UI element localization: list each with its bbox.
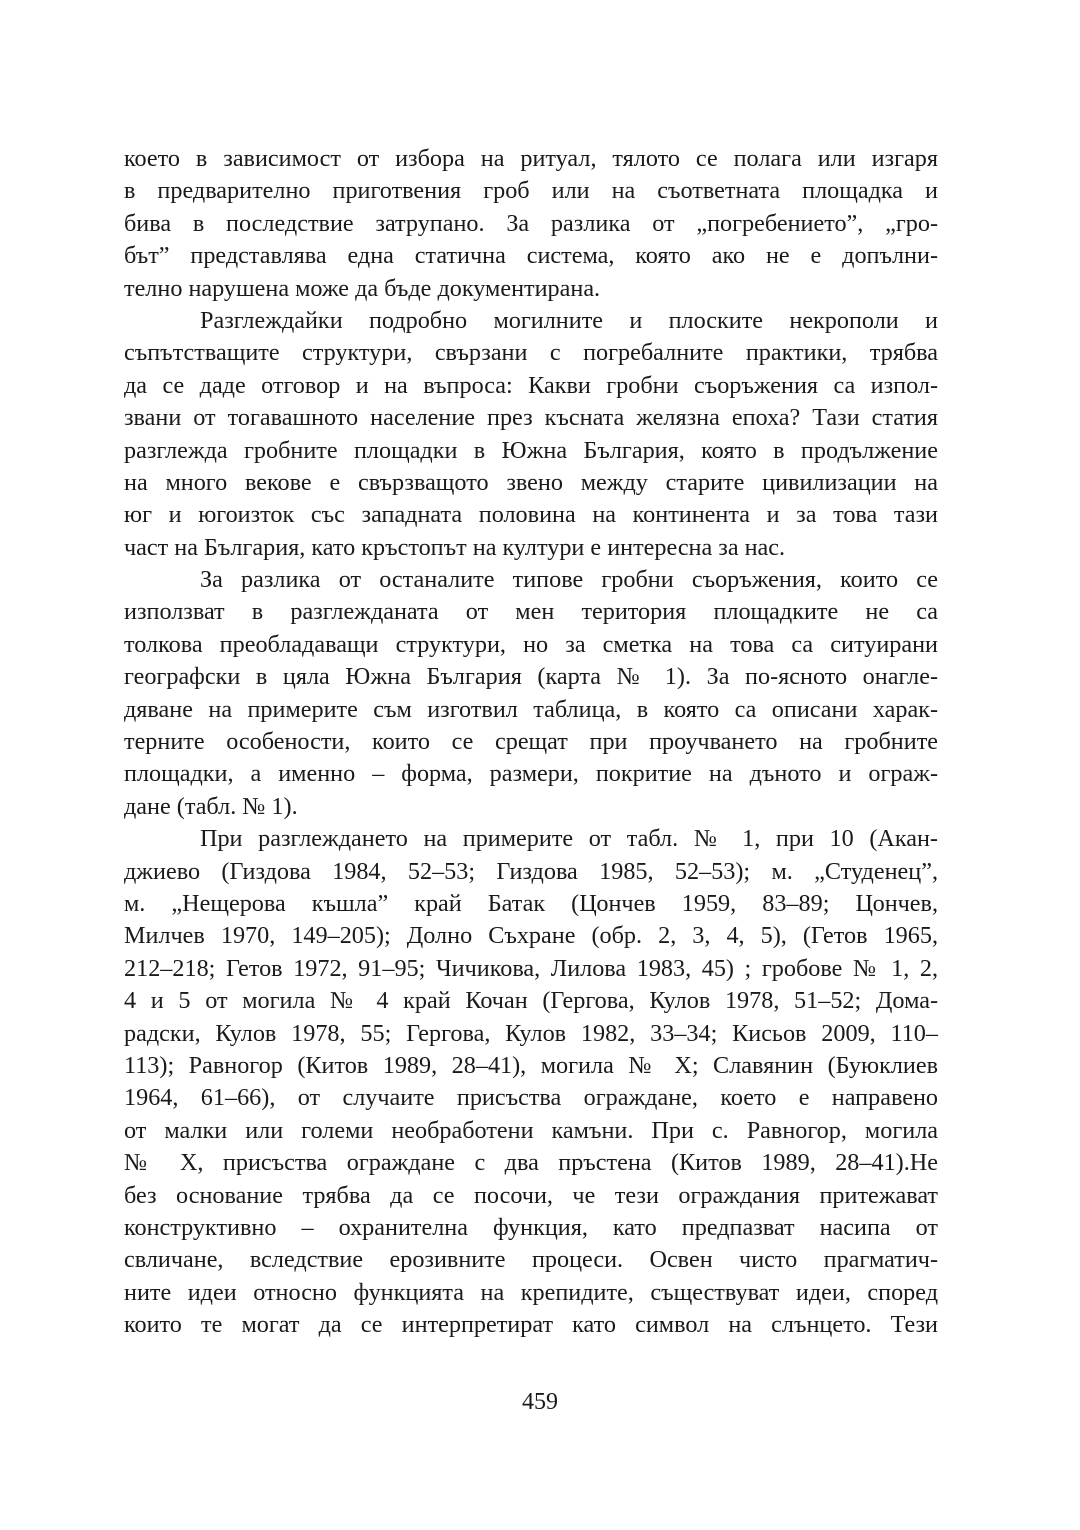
paragraph	[124, 305, 938, 564]
paragraph	[124, 143, 938, 305]
text-line: Разглеждайки подробно могилните и плоските некрополи и	[200, 306, 938, 334]
text-line: юг и югоизток със западната половина на континента и за това тази	[124, 501, 938, 529]
text-line: дяване на примерите съм изготвил таблица, в която са описани харак-	[124, 695, 938, 723]
text-line: на много векове е свързващото звено между старите цивилизации на	[124, 468, 938, 496]
body-text	[124, 143, 938, 1341]
text-line: свличане, вследствие ерозивните процеси. Освен чисто прагматич-	[124, 1246, 938, 1274]
text-line: което в зависимост от избора на ритуал, тялото се полага или изгаря	[124, 145, 938, 172]
text-line: географски в цяла Южна България (карта № 1). За по-ясното онагле-	[124, 663, 938, 691]
text-line: разглежда гробните площадки в Южна България, която в продължение	[124, 436, 938, 464]
text-line: м. „Нещерова къшла” край Батак (Цончев 1959, 83–89; Цончев,	[124, 889, 938, 917]
text-line: в предварително приготвения гроб или на съответната площадка и	[124, 177, 938, 205]
text-line: част на България, като кръстопът на култури е интересна за нас.	[124, 533, 786, 561]
text-line: съпътстващите структури, свързани с погребалните практики, трябва	[124, 339, 938, 367]
text-line: № Х, присъства ограждане с два пръстена (Китов 1989, 28–41).Не	[124, 1149, 938, 1177]
text-line: джиево (Гиздова 1984, 52–53; Гиздова 1985, 52–53); м. „Студенец”,	[124, 857, 938, 885]
text-line: бива в последствие затрупано. За разлика от „погребението”, „гро-	[124, 209, 938, 237]
text-line: площадки, а именно – форма, размери, покритие на дъното и ограж-	[124, 760, 938, 788]
text-line: ните идеи относно функцията на крепидите, съществуват идеи, според	[124, 1278, 938, 1306]
text-line: терните особености, които се срещат при проучването на гробните	[124, 728, 938, 756]
paragraph	[124, 564, 938, 823]
text-line: телно нарушена може да бъде документирана.	[124, 274, 601, 302]
text-line: да се даде отговор и на въпроса: Какви гробни съоръжения са изпол-	[124, 371, 938, 399]
text-line: Милчев 1970, 149–205); Долно Съхране (обр. 2, 3, 4, 5), (Гетов 1965,	[124, 922, 938, 950]
text-line: радски, Кулов 1978, 55; Гергова, Кулов 1982, 33–34; Кисьов 2009, 110–	[124, 1019, 938, 1047]
text-line: звани от тогавашното население през късната желязна епоха? Тази статия	[124, 404, 938, 432]
text-line: 1964, 61–66), от случаите присъства ограждане, което е направено	[124, 1084, 938, 1112]
text-line: които те могат да се интерпретират като символ на слънцето. Тези	[124, 1311, 938, 1339]
text-line: При разглеждането на примерите от табл. № 1, при 10 (Акан-	[200, 825, 938, 853]
text-line: дане (табл. № 1).	[124, 792, 298, 820]
text-line: използват в разглежданата от мен територия площадките не са	[124, 598, 938, 626]
text-line: 113); Равногор (Китов 1989, 28–41), могила № Х; Славянин (Буюклиев	[124, 1051, 938, 1079]
text-line: бът” представлява една статична система, която ако не е допълни-	[124, 242, 938, 270]
text-line: 4 и 5 от могила № 4 край Кочан (Гергова, Кулов 1978, 51–52; Дома-	[124, 987, 938, 1015]
paragraph	[124, 823, 938, 1341]
text-line: от малки или големи необработени камъни. При с. Равногор, могила	[124, 1116, 938, 1144]
text-line: За разлика от останалите типове гробни съоръжения, които се	[200, 566, 938, 594]
page-number: 459	[522, 1389, 558, 1415]
text-line: толкова преобладаващи структури, но за сметка на това са ситуирани	[124, 630, 938, 658]
text-line: конструктивно – охранителна функция, като предпазват насипа от	[124, 1213, 938, 1241]
text-line: без основание трябва да се посочи, че тези ограждания притежават	[124, 1181, 938, 1209]
text-line: 212–218; Гетов 1972, 91–95; Чичикова, Лилова 1983, 45) ; гробове № 1, 2,	[124, 954, 938, 982]
